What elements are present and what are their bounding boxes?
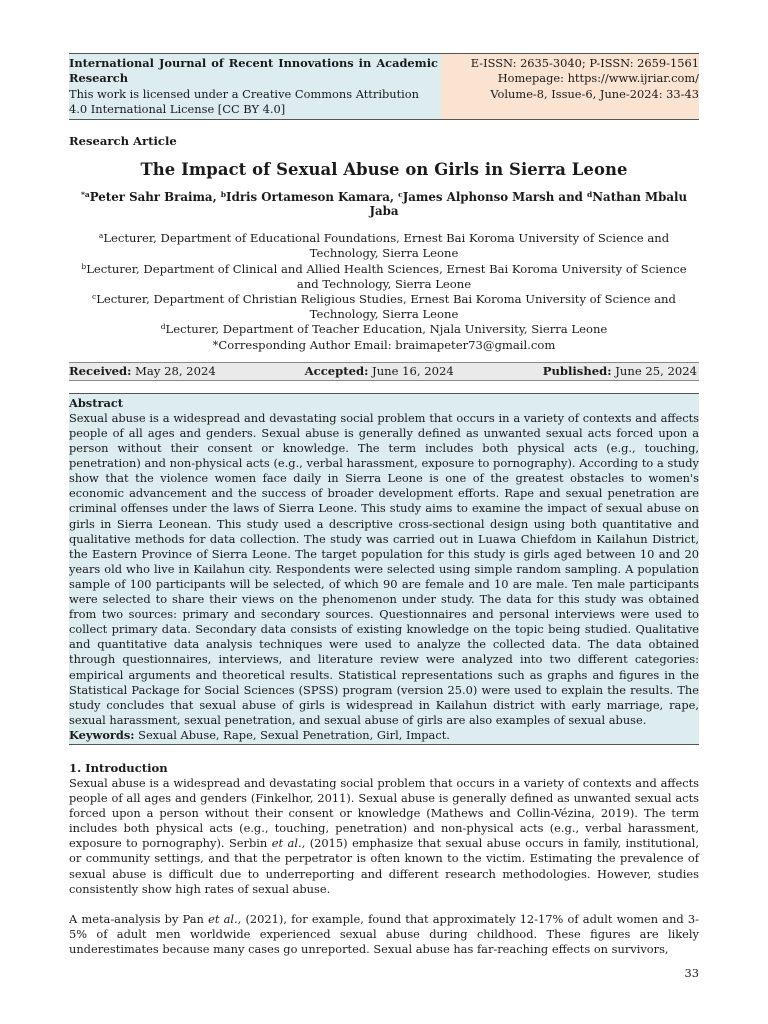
article-type: Research Article — [69, 134, 177, 149]
published-date: Published: June 25, 2024 — [542, 363, 697, 378]
journal-title: International Journal of Recent Innovations in Academic Research — [69, 56, 438, 86]
homepage: Homepage: https://www.ijriar.com/ — [497, 71, 699, 86]
issn: E-ISSN: 2635-3040; P-ISSN: 2659-1561 — [470, 56, 699, 70]
paragraph: A meta-analysis by Pan et al., (2021), for example, found that approximately 12-17% of adult women and 3-5% of adult men worldwide experienced sexual abuse during childhood. These figures are likely underestimates because many cases go unreported. Sexual abuse has far-reaching effects on survivors, — [69, 911, 699, 956]
dates-bar — [69, 362, 699, 381]
author: $^b$Idris Ortameson Kamara, — [220, 190, 399, 205]
author: $^d$Nathan Mbalu Jaba — [369, 190, 688, 219]
page-number: 33 — [684, 966, 699, 980]
article-title: The Impact of Sexual Abuse on Girls in Sierra Leone — [140, 160, 628, 180]
journal-header — [69, 53, 699, 120]
author: $^{*a}$Peter Sahr Braima, — [80, 190, 221, 205]
volume-info: Volume-8, Issue-6, June-2024: 33-43 — [490, 86, 699, 101]
paragraph: Sexual abuse is a widespread and devastating social problem that occurs in a variety of contexts and affects people of all ages and genders (Finkelhor, 2011). Sexual abuse is generally defined as unwanted sexual acts forced upon a person without their consent or knowledge (Mathews and Collin-Vézina, 2019). The term includes both physical acts (e.g., touching, penetration) and non-physical acts (e.g., verbal harassment, exposure to pornography). Serbin et al., (2015) emphasize that sexual abuse occurs in family, institutional, or community settings, and that the perpetrator is often known to the victim. Estimating the prevalence of sexual abuse is difficult due to underreporting and different research methodologies. However, studies consistently show high rates of sexual abuse. — [69, 775, 699, 896]
affiliations — [69, 231, 699, 353]
affiliation: $^b$Lecturer, Department of Clinical and Allied Health Sciences, Ernest Bai Koroma University of Science and Technology, Sierra Leone — [81, 261, 687, 291]
header-right-panel — [441, 54, 699, 119]
affiliation: $^c$Lecturer, Department of Christian Religious Studies, Ernest Bai Koroma University of Science and Technology, Sierra Leone — [92, 292, 676, 322]
abstract-box — [69, 393, 699, 745]
author-list — [69, 190, 699, 218]
corresponding-email: *Corresponding Author Email: braimapeter73@gmail.com — [212, 337, 556, 352]
author: $^c$James Alphonso Marsh and — [398, 190, 588, 205]
license-text: This work is licensed under a Creative Commons Attribution 4.0 International License [CC BY 4.0] — [69, 86, 420, 116]
abstract-heading: Abstract — [69, 395, 124, 410]
article-page — [69, 53, 699, 957]
received-date: Received: May 28, 2024 — [69, 363, 216, 378]
section-heading: 1. Introduction — [69, 760, 168, 775]
affiliation: $^a$Lecturer, Department of Educational Foundations, Ernest Bai Koroma University of Science and Technology, Sierra Leone — [98, 231, 670, 261]
header-left-panel — [69, 54, 441, 119]
abstract-text: Sexual abuse is a widespread and devastating social problem that occurs in a variety of contexts and affects people of all ages and genders. Sexual abuse is generally defined as unwanted sexual acts forced upon a person without their consent or knowledge. The term includes both physical acts (e.g., touching, penetration) and non-physical acts (e.g., verbal harassment, exposure to pornography). According to a study show that the violence women face daily in Sierra Leone is one of the greatest obstacles to women's economic advancement and the success of broader development efforts. Rape and sexual penetration are criminal offenses under the laws of Sierra Leone. This study aims to examine the impact of sexual abuse on girls in Sierra Leonean. This study used a descriptive cross-sectional design using both quantitative and qualitative methods for data collection. The study was carried out in Luawa Chiefdom in Kailahun District, the Eastern Province of Sierra Leone. The target population for this study is girls aged between 10 and 20 years old who live in Kailahun city. Respondents were selected using simple random sampling. A population sample of 100 participants will be selected, of which 90 are female and 10 are male. Ten male participants were selected to share their views on the phenomenon under study. The data for this study was obtained from two sources: primary and secondary sources. Questionnaires and personal interviews were used to collect primary data. Secondary data consists of existing knowledge on the topic being studied. Qualitative and quantitative data analysis techniques were used to analyze the collected data. The data obtained through questionnaires, interviews, and literature review were analyzed into two different categories: empirical arguments and theoretical results. Statistical representations such as graphs and figures in the Statistical Package for Social Sciences (SPSS) program (version 25.0) were used to explain the results. The study concludes that sexual abuse of girls is widespread in Kailahun district with early marriage, rape, sexual harassment, sexual penetration, and sexual abuse of girls are also examples of sexual abuse. — [69, 410, 699, 727]
accepted-date: Accepted: June 16, 2024 — [304, 363, 454, 378]
keywords: Keywords: Sexual Abuse, Rape, Sexual Penetration, Girl, Impact. — [69, 727, 450, 742]
affiliation: $^d$Lecturer, Department of Teacher Education, Njala University, Sierra Leone — [160, 322, 608, 337]
